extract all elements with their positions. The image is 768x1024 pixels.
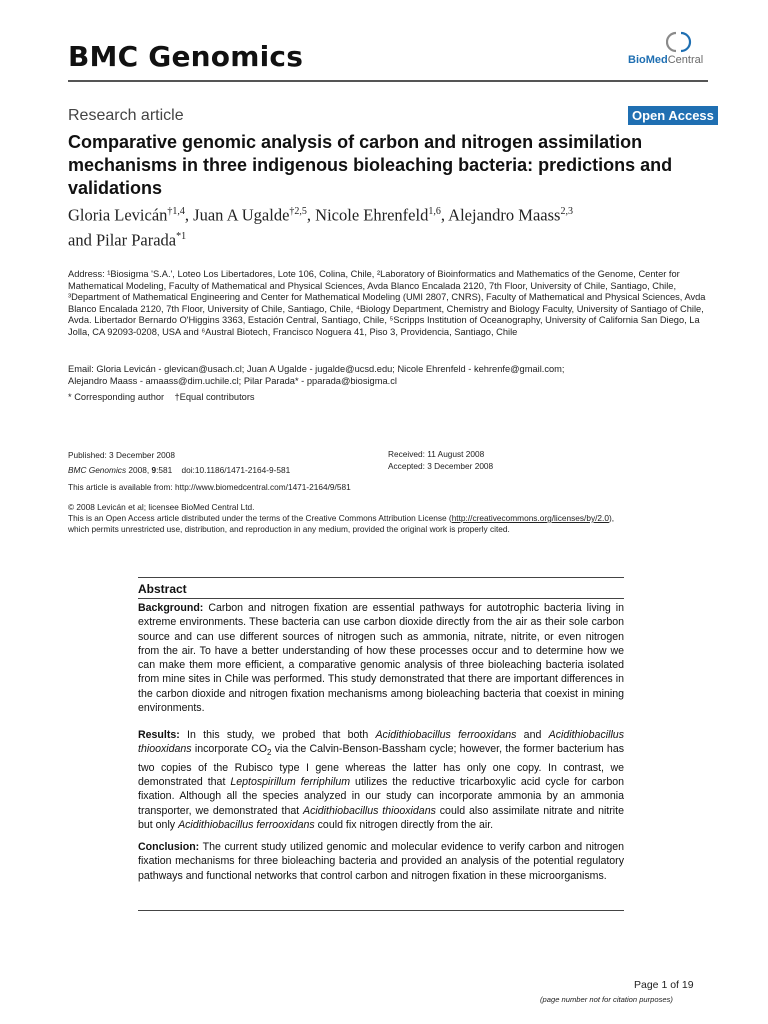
license-link[interactable]: http://creativecommons.org/licenses/by/2.0 [451, 513, 609, 523]
license-line-2: which permits unrestricted use, distribution, and reproduction in any medium, provided the original work is properly cited. [68, 524, 510, 534]
open-access-badge: Open Access [628, 106, 718, 125]
email-block [68, 364, 708, 387]
author-affiliation: 1,6 [428, 206, 441, 217]
background-label: Background: [138, 602, 204, 614]
license-text: This is an Open Access article distributed under the terms of the Creative Commons Attribution License ( [68, 513, 452, 523]
results-text: In this study, we probed that both [179, 729, 376, 741]
page-number: Page 1 of 19 [634, 979, 694, 991]
license-text-end: ), [608, 513, 615, 523]
results-text: could fix nitrogen directly from the air. [314, 818, 494, 831]
background-text: Carbon and nitrogen fixation are essential pathways for autotrophic bacteria living in extreme environments. These bacteria can use carbon dioxide directly from the air as their sole carbon source and can use different sources of nitrogen such as ammonia, nitrate, nitrite, or even nitrogen from the air. To have a better understanding of how these processes occur and to determine how we can make them more efficient, a comparative genomic analysis of three bioleaching bacteria isolated from mine sites in Chile was performed. This study demonstrated that there are important differences in the carbon dioxide and nitrogen fixation mechanisms among bioleaching bacteria that coexist in mining environments. [138, 602, 624, 715]
section-label: Research article [68, 107, 184, 124]
biomed-logo-icon [666, 30, 692, 54]
abstract-bottom-rule [138, 910, 624, 911]
header-rule [68, 80, 708, 82]
affiliations: Address: ¹Biosigma 'S.A.', Loteo Los Libertadores, Lote 106, Colina, Chile, ²Laboratory of Bioinformatics and Mathematics of the Genome, Center for Mathematical Modeling, Faculty of Mathematical and Physical Sciences, Avda Blanco Encalada 2120, 7th Floor, University of Chile, Santiago, Chile, ³Department of Mathematical Engineering and Center for Mathematical Modeling (UMI 2807, CNRS), Faculty of Mathematical and Physical Sciences, Avda Blanco Encalada 2120, 7th Floor, University of Chile, Santiago, Chile, ⁴Biology Department, Chemistry and Biology Faculty, University of Santiago of Chile, Avda. Libertador Bernardo O'Higgins 3363, Estación Central, Santiago, Chile, ⁵Scripps Institution of Oceanography, University of California San Diego, La Jolla, CA 92093-0208, USA and ⁶Austral Biotech, Francisco Noguera 41, Piso 3, Providencia, Santiago, Chile [68, 269, 706, 337]
article-title: Comparative genomic analysis of carbon and nitrogen assimilation mechanisms in three indigenous bioleaching bacteria: predictions and validations [68, 132, 673, 198]
abstract-heading-rule [138, 598, 624, 599]
results-text: via the Calvin-Benson-Bassham cycle; however, the former bacterium has two copies of the Rubisco type I gene whereas the latter has only one copy. In contrast, we demonstrated that [138, 743, 625, 788]
email-line: Email: Gloria Levicán - glevican@usach.cl; Juan A Ugalde - jugalde@ucsd.edu; Nicole Ehrenfeld - kehrenfe@gmail.com; [68, 364, 565, 374]
page-note: (page number not for citation purposes) [540, 995, 673, 1004]
species-name: Leptospirillum ferriphilum [230, 776, 351, 788]
corresponding-note: * Corresponding author †Equal contributors [68, 392, 255, 402]
author-name: Gloria Levicán [68, 205, 168, 225]
availability-link[interactable]: This article is available from: http://www.biomedcentral.com/1471-2164/9/581 [68, 482, 351, 492]
author-name: and Pilar Parada [68, 230, 177, 249]
species-name: Acidithiobacillus thiooxidans [138, 729, 624, 756]
citation-volume: 9 [151, 465, 157, 475]
author-affiliation: *1 [176, 230, 187, 242]
species-name: Acidithiobacillus ferrooxidans [178, 818, 315, 831]
results-text: utilizes the reductive tricarboxylic acid cycle for carbon fixation. Although all the species analyzed in our study can incorporate ammonia by an ammonia transporter, we demonstrated that [138, 776, 624, 817]
results-label: Results: [138, 729, 180, 741]
received-date: Received: 11 August 2008 [388, 449, 485, 459]
abstract-top-rule [138, 577, 624, 578]
citation-year: 2008, [126, 465, 152, 475]
author-affiliation: 2,3 [560, 206, 573, 217]
conclusion-label: Conclusion: [138, 841, 200, 853]
results-text: and [516, 729, 549, 741]
publisher-brand: BioMed [628, 54, 668, 66]
copyright-block [68, 502, 728, 535]
published-date: Published: 3 December 2008 [68, 450, 176, 460]
conclusion-text: The current study utilized genomic and molecular evidence to verify carbon and nitrogen fixation mechanisms for three bioleaching bacteria and provided an analysis of the potential regulatory pathways and functional networks that control carbon and nitrogen fixation in these microorganisms. [138, 841, 624, 882]
author-name: Nicole Ehrenfeld [315, 205, 429, 225]
species-name: Acidithiobacillus ferrooxidans [375, 729, 517, 741]
author-separator: , [306, 205, 316, 225]
species-name: Acidithiobacillus thiooxidans [303, 804, 436, 817]
citation-journal: BMC Genomics [68, 465, 127, 475]
email-line: Alejandro Maass - amaass@dim.uchile.cl; Pilar Parada* - pparada@biosigma.cl [68, 375, 397, 386]
subscript: 2 [267, 748, 272, 758]
author-separator: , [184, 205, 194, 225]
license-line [68, 513, 728, 524]
abstract-background [138, 601, 624, 715]
journal-title: BMC Genomics [68, 40, 304, 73]
author-separator: , [440, 205, 449, 225]
abstract-heading: Abstract [138, 582, 187, 596]
citation [68, 463, 290, 478]
accepted-date: Accepted: 3 December 2008 [388, 461, 494, 471]
abstract-conclusion [138, 840, 624, 883]
results-text: could also assimilate nitrate and nitrite but only [138, 804, 624, 831]
publication-info [68, 448, 290, 478]
received-info [388, 448, 493, 472]
publisher-logo [628, 30, 702, 72]
citation-doi: :581 doi:10.1186/1471-2164-9-581 [156, 465, 291, 475]
author-affiliation: †2,5 [289, 206, 307, 217]
results-text: incorporate CO [191, 743, 268, 756]
author-name: Alejandro Maass [448, 205, 561, 225]
publisher-wordmark [628, 54, 703, 66]
author-affiliation: †1,4 [167, 206, 185, 217]
author-name: Juan A Ugalde [193, 205, 290, 225]
author-list [68, 201, 708, 250]
copyright-line: © 2008 Levicán et al; licensee BioMed Central Ltd. [68, 502, 255, 512]
abstract-results [138, 728, 624, 832]
publisher-suffix: Central [667, 54, 704, 66]
